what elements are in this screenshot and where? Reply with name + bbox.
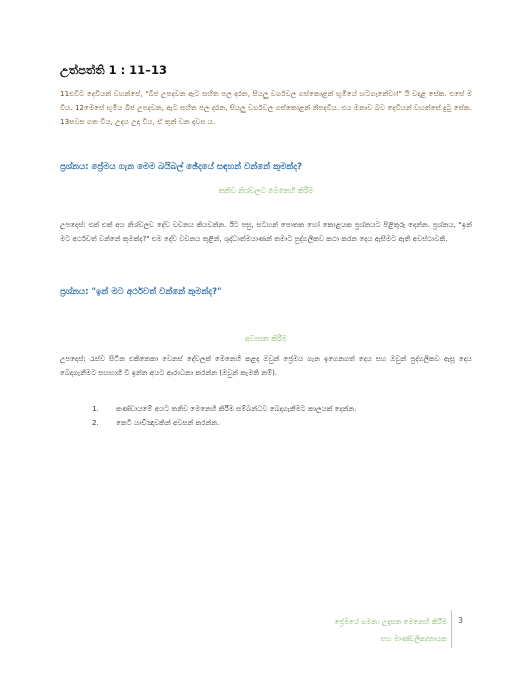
page-footer bbox=[0, 613, 447, 647]
list-item-text: කණ්ඩායමේ අයට තනිව මෙනෙහි කිරීම සම්බන්ධව බෙදාගැනීමට කාලයක් දෙන්න. bbox=[116, 404, 357, 413]
question-2: ප්‍රශ්නය: "ඉන් මට අර්ථවත් වන්නේ කුමක්ද?" bbox=[60, 287, 222, 297]
footer-subtitle: සහ මාණ්ඩලික/නායක bbox=[380, 634, 447, 643]
footer-title: ප්‍රේමයේ ගමන: උදෑසන මෙනෙහි කිරීම bbox=[334, 617, 447, 626]
subheading-closing: අවසාන කිරීම bbox=[245, 334, 287, 343]
footer-divider bbox=[451, 610, 452, 648]
page-number: 3 bbox=[458, 616, 464, 625]
list-item-number: 1. bbox=[92, 404, 99, 413]
list-item bbox=[92, 416, 472, 430]
question-1: ප්‍රශ්නය: ප්‍රේමය ගැන මෙම බයිබල් ඡේදයේ සඳහන් වන්නේ කුමක්ද? bbox=[60, 162, 303, 172]
scripture-reference-heading: උත්පත්ති 1 : 11–13 bbox=[60, 63, 167, 77]
list-item bbox=[92, 402, 472, 416]
instructions-paragraph-2: උපදෙස්: රැස්ව සිටින එකිනෙකා වෙනස් දේවලක් මෙනෙහි කළද ඔවුන් ප්‍රේමය ගැන ඉගෙනගත් දෙය සහ ඔවුන් පුද්ගලිකව ඇසූ දෙය බෙදාගැනීමට සහභාගී වී ඉන්න අයට ආරාධනා කරන්න (ඔවුන් කැමති නම්). bbox=[60, 354, 472, 377]
list-item-text: කෙටි යාච්ඤාවකින් අවසන් කරන්න. bbox=[116, 418, 220, 427]
subheading-meditation: තනිව නිශ්චලව මෙනෙහි කිරීම bbox=[218, 186, 314, 195]
list-item-number: 2. bbox=[92, 418, 99, 427]
scripture-passage: 11එවිට දෙවියන් වහන්සේ, "බීජ උපදවන ඇට සහිත පල දරන, සියලු වර්ගවල ගස්කොළන් භූමියේ හටගැනේවා!" යි වදාළ සේක. එසේ ම විය. 12මෙසේ භූමිය බීජ උපදවන, ඇට සහිත පල දරන, සියලු වර්ගවල ගස්කොළන් නිපදවිය. එය මනාව බව දෙවියන් වහන්සේ දුටු සේක. 13සවස ගත විය, උදය උදා විය, ඒ තුන් වන දවස ය. bbox=[60, 89, 472, 126]
instructions-paragraph-1: උපදෙස්: එක් එක් අය නිශ්චලව දේව වචනය කියවන්න. ඊට පසු, සටහන් පොතක හෝ කොළයක ප්‍රශ්නයට පිළිතුරු දෙන්න. ප්‍රශ්නය, "ඉන් මට අර්ථවත් වන්නේ කුමක්ද?" එම දේව වචනය තුළින්, ශුද්ධාත්මයාණන් තමාට පුද්ගලිකව කථා කරන දෙය ඇසීමට ඇති අවස්ථාවකි. bbox=[60, 220, 472, 243]
closing-steps-list bbox=[92, 402, 472, 430]
